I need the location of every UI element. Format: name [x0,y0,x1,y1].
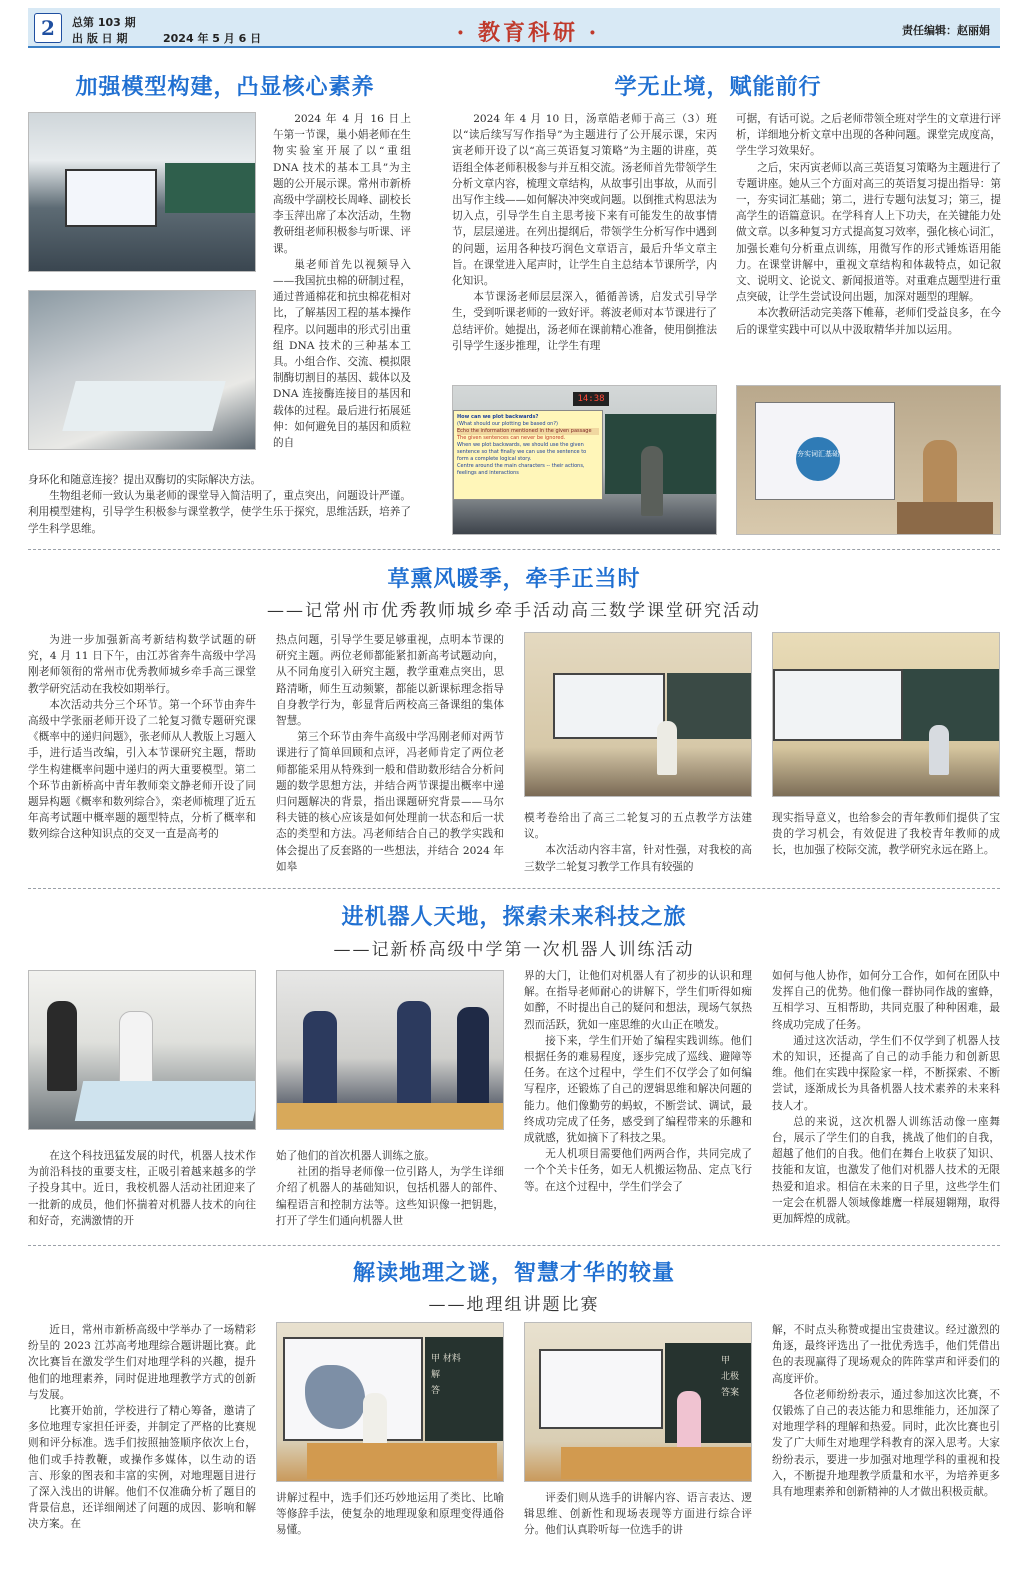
teacher-figure [657,721,677,775]
robot-table [75,1081,256,1121]
article-geography-column-3 [524,1490,752,1562]
paragraph: 在这个科技迅猛发展的时代，机器人技术作为前沿科技的重要支柱，正吸引着越来越多的学子投身其中。近日，我校机器人活动社团迎来了一批新的成员，他们怀揣着对机器人技术的向往和好奇，充满激情的开 [28,1150,256,1227]
photo-biology-class-1 [28,112,256,272]
slide-line: When we plot backwards, we should use the given sentence so that finally we can use the sentence to form a complete logical story. [457,442,587,462]
paragraph: 各位老师纷纷表示，通过参加这次比赛，不仅锻炼了自己的表达能力和思维能力，还加深了对地理学科的理解和热爱。同时，此次比赛也引发了广大师生对地理学科教育的深入思考。大家纷纷表示，要进一步加强对地理学科的重视和投入，不断提升地理教学质量和水平，为培养更多具有地理素养和创新精神的人才做出积极贡献。 [772,1388,1000,1499]
article-title-math: 草熏风暖季，牵手正当时 [387,567,641,592]
chalkboard [165,163,256,213]
article-subtitle-math: ——记常州市优秀教师城乡牵手活动高三数学课堂研究活动 [267,601,761,621]
slide-line: (What should our plotting be based on?) [457,421,558,427]
article-geography-column-2 [276,1490,504,1562]
lecture-screen [755,402,895,500]
student-figure [397,1001,431,1105]
teacher-figure [641,446,663,516]
paragraph: 通过这次活动，学生们不仅学到了机器人技术的知识，还提高了自己的动手能力和创新思维。他们在实践中探险家一样，不断探索、不断尝试，逐渐成长为具备机器人技术素养的未来科技人才。 [772,1034,1000,1112]
article-model-column [273,111,411,471]
slide-line: Centre around the main characters -- their actions, feelings and interactions [457,463,585,476]
speaker-figure [677,1391,701,1453]
responsible-editor: 责任编辑：赵丽娟 [902,24,990,37]
article-math-column-3 [524,810,752,877]
photo-robot-training-2 [276,970,504,1130]
paragraph: 生物组老师一致认为巢老师的课堂导入简洁明了，重点突出，问题设计严谨。利用模型建构，引导学生积极参与课堂教学，使学生乐于探究，思维活跃，培养了学生科学思维。 [28,490,411,535]
section-name: · 教育科研 · [456,20,600,46]
blackboard [667,673,752,739]
paragraph: 近日，常州市新桥高级中学举办了一场精彩纷呈的 2023 江苏高考地理综合题讲题比赛。此次比赛旨在激发学生们对地理学科的兴趣，提升他们的地理素养，同时促进地理教学方式的创新与发展。 [28,1324,256,1401]
photo-math-class-1 [524,632,752,797]
slide-mindmap: 夯实词汇基础 [796,437,840,481]
paragraph: 身环化和随意连接？提出双酶切的实际解决方法。 [28,474,262,486]
article-title-model: 加强模型构建，凸显核心素养 [75,75,375,100]
photo-math-class-2 [772,632,1000,797]
paragraph: 可据，有话可说。之后老师带领全班对学生的文章进行评析，详细地分析文章中出现的各种问题。课堂完成度高，学生学习效果好。 [736,113,1001,158]
paragraph: 始了他们的首次机器人训练之旅。 [276,1150,435,1162]
section-divider [28,1245,1000,1246]
paragraph: 本次活动共分三个环节。第一个环节由奔牛高级中学张丽老师开设了二轮复习微专题研究课《概率中的递归问题》，张老师从人教版上习题入手，进行适当改编，引入本节课研究主题，帮助学生构建概率问题中递归的两大重要模型。第二个环节由新桥高中青年教师栾文静老师开设了同题异构题《概率和数列综合》，栾老师梳理了近五年高考试题中概率题的题型特点，分析了概率和数列综合这种知识点的交叉一直是高考的 [28,698,256,841]
paragraph: 比赛开始前，学校进行了精心筹备，邀请了多位地理专家担任评委，并制定了严格的比赛规则和评分标准。选手们按照抽签顺序依次上台，他们或手持教鞭，或操作多媒体，以生动的语言、形象的图表和丰富的实例，对地理题目进行了深入浅出的讲解。他们不仅准确分析了题目的背景信息，还详细阐述了问题的成因、影响和解决方案。在 [28,1405,256,1531]
publish-date: 2024 年 5 月 6 日 [163,32,262,45]
board-line: 甲 材料 [431,1354,461,1364]
student-figure [303,1011,337,1107]
photo-geography-contest-2 [524,1322,752,1482]
board-writing [431,1351,461,1399]
board-line: 解 [431,1370,441,1380]
paragraph: 现实指导意义，也给参会的青年教师们提供了宝贵的学习机会，有效促进了我校青年教师的成长，也加强了校际交流，教学研究永远在路上。 [772,812,1000,857]
page-number: 2 [34,13,62,43]
article-title-robot: 进机器人天地，探索未来科技之旅 [341,905,687,930]
article-model-bottom [28,472,411,538]
paragraph: 社团的指导老师像一位引路人，为学生详细介绍了机器人的基础知识，包括机器人的部件、编程语言和控制方法等。这些知识像一把钥匙，打开了学生们通向机器人世 [276,1166,504,1227]
robot-table [277,1103,504,1130]
paragraph: 热点问题，引导学生要足够重视，点明本节课的研究主题。两位老师都能紧扣新高考试题动向，从不同角度引入研究主题，教学重难点突出，思路清晰，师生互动频繁，都能以新课标理念指导自身教学行为，彰显背后两校高三备课组的集体智慧。 [276,634,504,728]
paragraph: 无人机项目需要他们两两合作，共同完成了一个个关卡任务，如无人机搬运物品、定点飞行等。在这个过程中，学生们学会了 [524,1148,752,1193]
section-divider [28,549,1000,550]
board-line: 北极 [721,1372,740,1382]
issue-number: 总第 103 期 [72,16,136,29]
blackboard [425,1337,504,1441]
article-geography-column-1 [28,1322,256,1562]
slide-line: How can we plot backwards? [457,414,539,420]
paragraph: 接下来，学生们开始了编程实践训练。他们根据任务的难易程度，逐步完成了巡线、避障等任务。在这个过程中，学生们不仅学会了如何编写程序，还锻炼了自己的逻辑思维和解决问题的能力。他们像勤劳的蚂蚁，不断尝试、调试，最终成功完成了任务，感受到了编程带来的乐趣和成就感，犹如摘下了科技之果。 [524,1034,752,1145]
map-shape [305,1365,365,1429]
photo-english-class [452,385,717,535]
lectern [897,502,993,535]
article-math-column-4 [772,810,1000,877]
whiteboard-screen [553,673,665,739]
paragraph: 之后，宋丙寅老师以高三英语复习策略为主题进行了专题讲座。她从三个方面对高三的英语复习提出指导：第一，夯实词汇基础；第二，进行专题句法复习；第三，提高学生的语篇意识。在学科育人上下功夫，在关键能力处做文章。以多种复习方式提高复习效率，强化核心词汇，加强长难句分析重点训练，用微写作的形式锤炼语用能力。在课堂讲解中，重视文章结构和体裁特点，如记叙文、说明文、论说文、新闻报道等。对重难点题型进行重点突破，让学生尝试设问出题，加深对题型的理解。 [736,161,1001,304]
board-line: 答 [431,1386,441,1396]
led-clock: 14:38 [573,392,609,406]
slide-line: Echo the information mentioned in the given passage [457,428,599,435]
photo-robot-training-1 [28,970,256,1130]
board-line: 答案 [721,1388,740,1398]
article-learning-column-2 [736,111,1001,373]
paragraph: 总的来说，这次机器人训练活动像一座舞台，展示了学生们的自我，挑战了他们的自我，超越了他们的自我。他们在舞台上收获了知识、技能和友谊，也激发了他们对机器人技术的无限热爱和追求。相信在未来的日子里，这些学生们一定会在机器人领域像雄鹰一样展翅翱翔，取得更加辉煌的成就。 [772,1115,1000,1226]
blackboard [903,669,1000,741]
paragraph: 模考卷给出了高三二轮复习的五点教学方法建议。 [524,812,752,841]
lectern [307,1443,497,1479]
section-divider [28,888,1000,889]
student-figure [457,1007,489,1105]
whiteboard-screen [773,669,903,741]
paragraph: 解，不时点头称赞或提出宝贵建议。经过激烈的角逐，最终评选出了一批优秀选手，他们凭借出色的表现赢得了现场观众的阵阵掌声和评委们的高度评价。 [772,1324,1000,1385]
article-robot-column-3 [524,968,752,1240]
date-label: 出 版 日 期 [72,32,128,45]
projected-slide [453,410,603,500]
photo-geography-contest-1 [276,1322,504,1482]
paragraph: 本节课汤老师层层深入，循循善诱，启发式引导学生，受到听课老师的一致好评。蒋波老师对本节课进行了总结评价。她提出，汤老师在课前精心准备，使用倒推法引导学生逐步推理，让学生有理 [452,291,717,352]
paragraph: 为进一步加强新高考新结构数学试题的研究，4 月 11 日下午，由江苏省奔牛高级中学冯刚老师领衔的常州市优秀教师城乡牵手高三课堂教学研究活动在我校如期举行。 [28,634,256,695]
photo-english-lecture [736,385,1001,535]
paragraph: 巢老师首先以视频导入——我国抗虫棉的研制过程，通过普通棉花和抗虫棉花相对比，了解基因工程的基本操作程序。以问题串的形式引出重组 DNA 技术的三种基本工具。小组合作、交流、模拟限制酶切割目的基因、载体以及 DNA 连接酶连接目的基因和载体的过程。最后进行拓展延伸：如何避免目的基因和质粒的自 [273,258,411,450]
paragraph: 本次教研活动完美落下帷幕，老师们受益良多，在今后的课堂实践中可以从中汲取精华并加以运用。 [736,307,1001,336]
page-header [28,8,1000,48]
article-subtitle-geography: ——地理组讲题比赛 [428,1295,600,1315]
projected-map [283,1337,423,1441]
article-robot-column-4 [772,968,1000,1240]
student-figure [119,1011,153,1091]
student-figure [47,1001,77,1091]
article-geography-column-4 [772,1322,1000,1562]
projected-slide [539,1349,663,1429]
paragraph: 第三个环节由奔牛高级中学冯刚老师对两节课进行了简单回顾和点评，冯老师肯定了两位老师都能采用从特殊到一般和借助数形结合分析问题的数学思想方法，并结合两节课提出概率中递归问题解决的背景，指出课题研究背景——马尔科夫链的核心应该是如何处理前一状态和后一状态的类型和方法。冯老师结合自己的教学实践和体会提出了反套路的一些想法，并结合 2024 年如皋 [276,731,504,873]
photo-biology-class-2 [28,290,256,450]
article-title-learning: 学无止境，赋能前行 [614,75,822,100]
article-robot-column-2 [276,1148,504,1240]
article-robot-column-1 [28,1148,256,1240]
paragraph: 评委们则从选手的讲解内容、语言表达、逻辑思维、创新性和现场表现等方面进行综合评分。他们认真聆听每一位选手的讲 [524,1492,752,1537]
paragraph: 2024 年 4 月 10 日，汤章皓老师于高三（3）班以“读后续写写作指导”为主题进行了公开展示课，宋丙寅老师开设了以“高三英语复习策略”为主题的讲座，英语组全体老师积极参与并互相交流。汤老师首先带领学生分析文章内容，梳理文章结构，从故事引出事故，从而引出写作主线——如何解决冲突或问题。以倒推式构思法为切入点，引导学生自主思考接下来有可能发生的故事情节，层层递进。在列出提纲后，带领学生分析写作中遇到的问题，运用各种技巧润色文章语言，最后升华文章主旨。在课堂进入尾声时，让学生自主总结本节课所学，内化知识。 [452,113,717,288]
board-writing [721,1353,739,1401]
students-desk [62,381,225,431]
article-title-geography: 解读地理之谜，智慧才华的较量 [352,1261,675,1286]
paragraph: 界的大门，让他们对机器人有了初步的认识和理解。在指导老师耐心的讲解下，学生们听得如痴如醉，不时提出自己的疑问和想法，现场气氛热烈而活跃，犹如一座思维的火山正在喷发。 [524,970,752,1031]
slide-line: The given sentences can never be ignored. [457,435,566,441]
lectern [561,1447,751,1479]
article-learning-column-1 [452,111,717,373]
paragraph: 讲解过程中，选手们还巧妙地运用了类比、比喻等修辞手法，使复杂的地理现象和原理变得通俗易懂。 [276,1492,504,1537]
article-math-column-2 [276,632,504,877]
paragraph: 2024 年 4 月 16 日上午第一节课，巢小娟老师在生物实验室开展了以“重组 DNA 技术的基本工具”为主题的公开展示课。常州市新桥高级中学副校长周峰、副校长李玉萍出席了本次活动，生物教研组老师积极参与听课、评课。 [273,113,411,255]
board-line: 甲 [721,1356,731,1366]
article-subtitle-robot: ——记新桥高级中学第一次机器人训练活动 [333,940,695,960]
paragraph: 本次活动内容丰富，针对性强，对我校的高三数学二轮复习教学工作具有较强的 [524,844,752,873]
classroom-screen [65,169,157,227]
teacher-figure [929,725,949,775]
paragraph: 如何与他人协作，如何分工合作，如何在团队中发挥自己的优势。他们像一群协同作战的蜜蜂，互相学习、互相帮助，共同克服了种种困难，最终成功完成了任务。 [772,970,1000,1031]
article-math-column-1 [28,632,256,877]
